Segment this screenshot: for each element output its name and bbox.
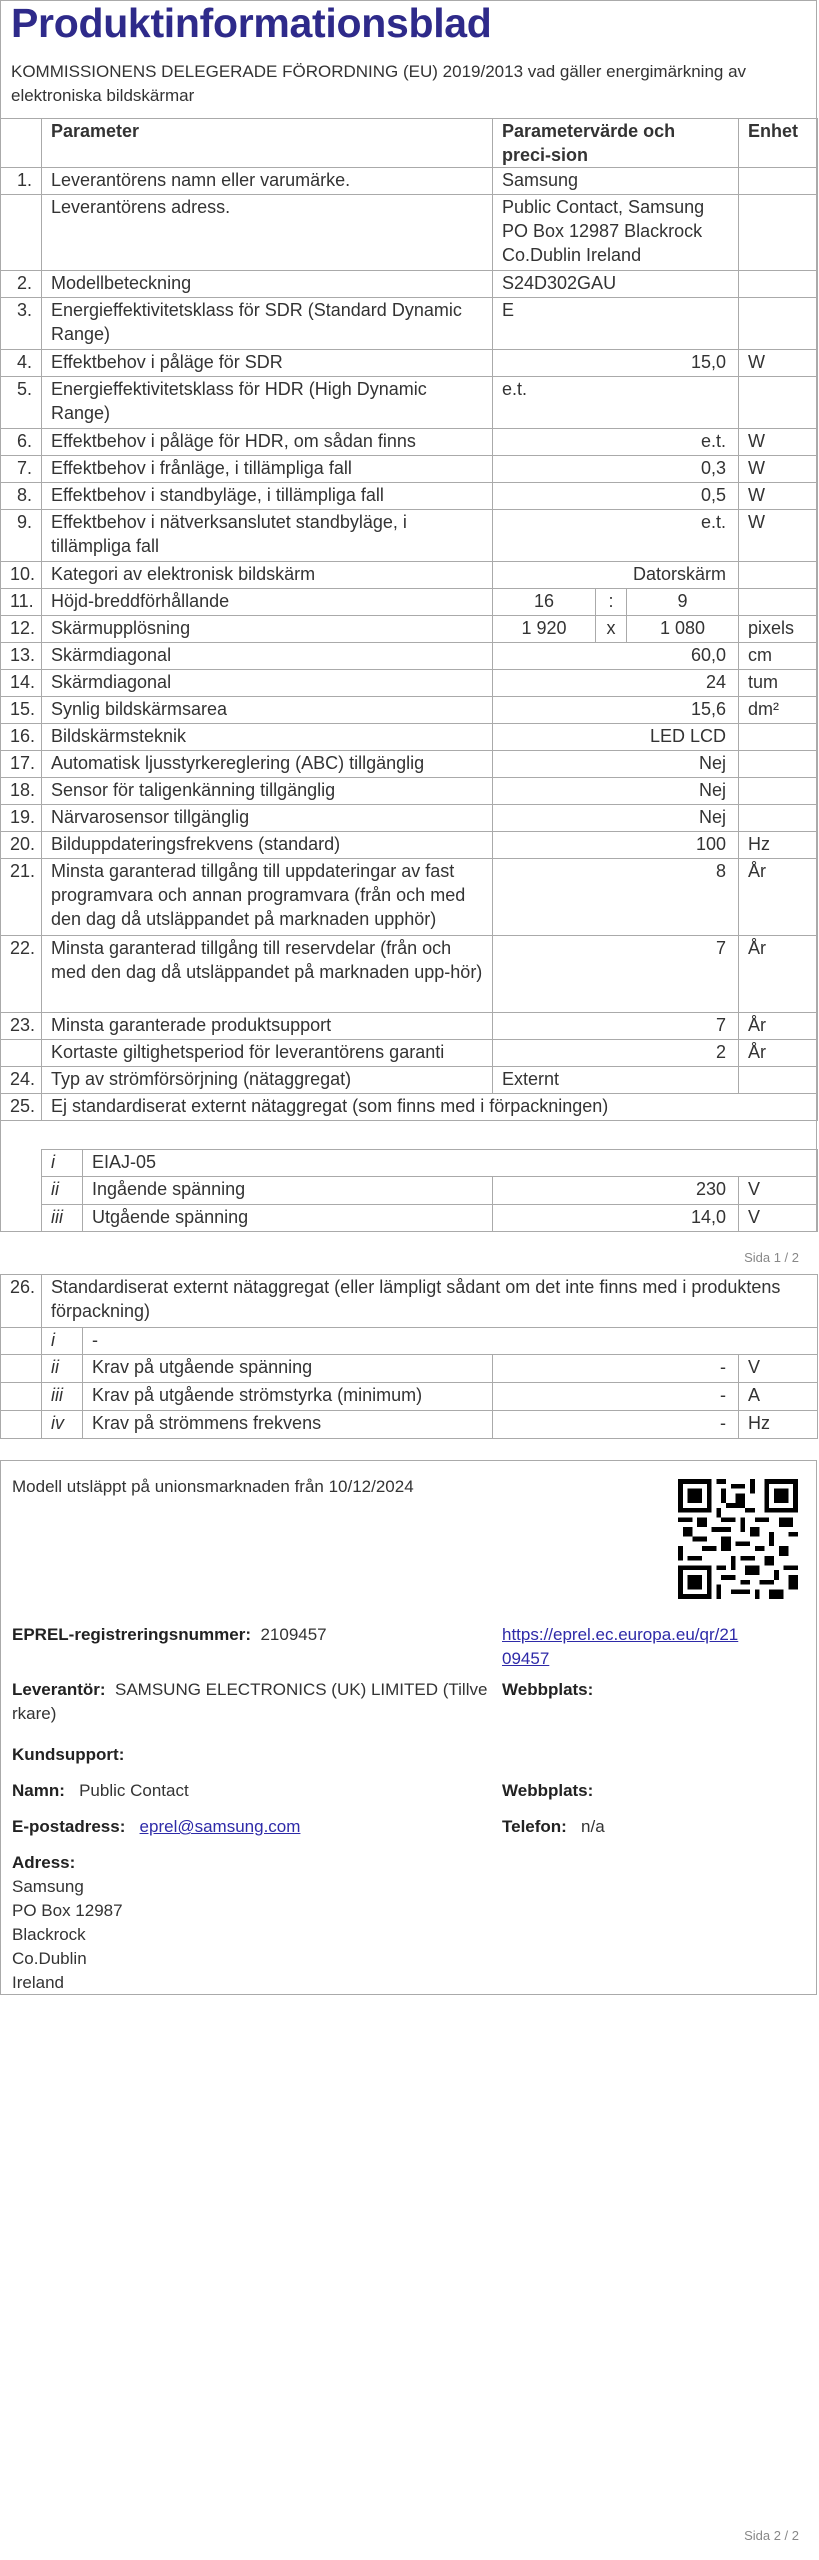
address-line: PO Box 12987 — [12, 1901, 123, 1920]
name-value: Public Contact — [79, 1781, 189, 1800]
table-row: 13. Skärmdiagonal 60,0 cm — [1, 643, 818, 670]
table-row: 15. Synlig bildskärmsarea 15,6 dm² — [1, 697, 818, 724]
spec-table — [0, 118, 818, 1121]
table-row: 11. Höjd-breddförhållande 16 : 9 — [1, 589, 818, 616]
table-row: 7. Effektbehov i frånläge, i tillämpliga fall 0,3 W — [1, 456, 818, 483]
supplier-info-box — [0, 1460, 817, 1995]
table-row: 21. Minsta garanterad tillgång till uppdateringar av fast programvara och annan programvara (från och med den dag då utsläppandet på marknaden upphör) 8 År — [1, 859, 818, 936]
header-value: Parametervärde och preci-sion — [493, 119, 739, 168]
table-row: 23. Minsta garanterade produktsupport 7 År — [1, 1013, 818, 1040]
eprel-number: 2109457 — [260, 1625, 327, 1644]
table-row: 9. Effektbehov i nätverksanslutet standbyläge, i tillämpliga fall e.t. W — [1, 510, 818, 562]
address-block — [12, 1851, 123, 1995]
supplier-line — [12, 1678, 492, 1726]
page-title: Produktinformationsblad — [11, 0, 492, 46]
phone-value: n/a — [581, 1817, 605, 1836]
table-row: 24. Typ av strömförsörjning (nätaggregat) Externt — [1, 1067, 818, 1094]
table-row: iii Krav på utgående strömstyrka (minimum) - A — [1, 1383, 818, 1411]
table-row: 17. Automatisk ljusstyrkereglering (ABC) tillgänglig Nej — [1, 751, 818, 778]
table-row: 2. Modellbeteckning S24D302GAU — [1, 271, 818, 298]
table-row: 6. Effektbehov i påläge för HDR, om sådan finns e.t. W — [1, 429, 818, 456]
table-row: 18. Sensor för taligenkänning tillgänglig Nej — [1, 778, 818, 805]
table-row: 19. Närvarosensor tillgänglig Nej — [1, 805, 818, 832]
table-row: i EIAJ-05 — [42, 1150, 818, 1177]
header-unit: Enhet — [739, 119, 818, 168]
address-line: Ireland — [12, 1973, 64, 1992]
contact-email — [12, 1815, 300, 1839]
regulation-subtitle: KOMMISSIONENS DELEGERADE FÖRORDNING (EU) 2019/2013 vad gäller energimärkning av elektroniska bildskärmar — [11, 62, 747, 105]
table-row: 4. Effektbehov i påläge för SDR 15,0 W — [1, 350, 818, 377]
table-row: 1. Leverantörens namn eller varumärke. Samsung — [1, 168, 818, 195]
page-number: Sida 1 / 2 — [744, 1250, 799, 1265]
address-line: Samsung — [12, 1877, 84, 1896]
eprel-link[interactable]: https://eprel.ec.europa.eu/qr/21 09457 — [502, 1625, 739, 1668]
contact-name — [12, 1779, 189, 1803]
power-supply-subtable — [41, 1149, 818, 1232]
email-label: E-postadress: — [12, 1817, 126, 1836]
table-header-row — [1, 119, 818, 168]
table-row: 20. Bilduppdateringsfrekvens (standard) 100 Hz — [1, 832, 818, 859]
phone-label: Telefon: — [502, 1817, 567, 1836]
customer-support-heading: Kundsupport: — [12, 1745, 125, 1764]
table-row: 26. Standardiserat externt nätaggregat (eller lämpligt sådant om det inte finns med i produktens förpackning) — [1, 1275, 818, 1328]
supplier-label: Leverantör: — [12, 1680, 106, 1699]
table-row: Leverantörens adress. Public Contact, Samsung PO Box 12987 Blackrock Co.Dublin Ireland — [1, 195, 818, 271]
table-row: ii Krav på utgående spänning - V — [1, 1355, 818, 1383]
table-row: 10. Kategori av elektronisk bildskärm Datorskärm — [1, 562, 818, 589]
supplier-website-label: Webbplats: — [502, 1680, 594, 1699]
table-row: iii Utgående spänning 14,0 V — [42, 1205, 818, 1232]
name-label: Namn: — [12, 1781, 65, 1800]
table-row: 5. Energieffektivitetsklass för HDR (High Dynamic Range) e.t. — [1, 377, 818, 429]
address-line: Co.Dublin — [12, 1949, 87, 1968]
address-label: Adress: — [12, 1853, 76, 1872]
table-row: Kortaste giltighetsperiod för leverantörens garanti 2 År — [1, 1040, 818, 1067]
qr-code-icon[interactable] — [678, 1479, 798, 1599]
table-row: 25. Ej standardiserat externt nätaggregat (som finns med i förpackningen) — [1, 1094, 818, 1121]
support-website-label: Webbplats: — [502, 1781, 594, 1800]
table-row: 12. Skärmupplösning 1 920 x 1 080 pixels — [1, 616, 818, 643]
supplier-name: SAMSUNG ELECTRONICS (UK) LIMITED (Tillve — [114, 1680, 488, 1699]
standard-power-supply-table — [0, 1274, 818, 1439]
table-row: 22. Minsta garanterad tillgång till reservdelar (från och med den dag då utsläppandet på marknaden upp-hör) 7 År — [1, 936, 818, 1013]
release-date-text: Modell utsläppt på unionsmarknaden från 10/12/2024 — [12, 1477, 414, 1496]
contact-phone — [502, 1815, 605, 1839]
eprel-label: EPREL-registreringsnummer: — [12, 1625, 251, 1644]
supplier-name-cont: rkare) — [12, 1704, 57, 1723]
table-row: 16. Bildskärmsteknik LED LCD — [1, 724, 818, 751]
table-row: ii Ingående spänning 230 V — [42, 1177, 818, 1205]
table-row: 14. Skärmdiagonal 24 tum — [1, 670, 818, 697]
table-row: 8. Effektbehov i standbyläge, i tillämpliga fall 0,5 W — [1, 483, 818, 510]
table-row: 3. Energieffektivitetsklass för SDR (Standard Dynamic Range) E — [1, 298, 818, 350]
table-row: iv Krav på strömmens frekvens - Hz — [1, 1411, 818, 1439]
table-row: i - — [1, 1328, 818, 1355]
email-link[interactable]: eprel@samsung.com — [139, 1817, 301, 1836]
page-number: Sida 2 / 2 — [744, 2528, 799, 2543]
header-parameter: Parameter — [42, 119, 493, 168]
eprel-registration — [12, 1623, 327, 1647]
address-line: Blackrock — [12, 1925, 86, 1944]
